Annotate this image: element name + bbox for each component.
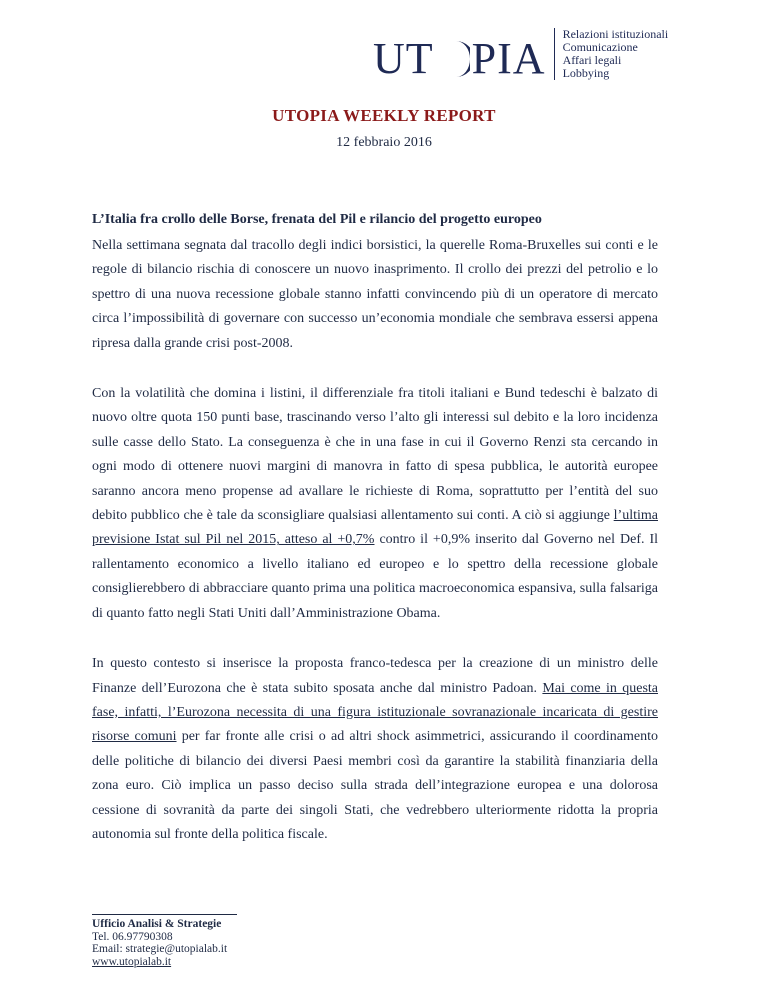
- report-date: 12 febbraio 2016: [336, 135, 432, 150]
- tagline: Affari legali: [562, 53, 622, 67]
- eurozone-minister-link[interactable]: Mai come in questa fase, infatti, l’Eurozona necessita di una figura istituzionale sovranazionale incaricata di gestire risorse comuni: [92, 680, 658, 745]
- footer-phone: Tel. 06.97790308: [92, 930, 173, 943]
- paragraph-1: Nella settimana segnata dal tracollo degli indici borsistici, la querelle Roma-Bruxelles sui conti e le regole di bilancio rischia di conoscere un nuovo inasprimento. Il crollo dei prezzi del petrolio e lo spettro di una nuova recessione globale stanno infatti convincendo più di un operatore di mercato circa l’impossibilità di governare con successo un’economia mondiale che sembrava essersi appena ripresa dalla grande crisi post-2008.: [92, 238, 658, 351]
- paragraph-2-text: contro il +0,9% inserito dal Governo nel Def. Il rallentamento economico a livello italiano ed europeo e lo spettro della recessione globale consiglierebbero di abbracciare quanto prima una politica macroeconomica espansiva, sulla falsariga di quanto fatto negli Stati Uniti dall’Amministrazione Obama.: [92, 532, 659, 621]
- utopia-logo: [373, 28, 668, 84]
- istat-forecast-link[interactable]: l’ultima previsione Istat sul Pil nel 2015, atteso al +0,7%: [92, 508, 658, 548]
- paragraph-2: [92, 382, 658, 626]
- footer-office: Ufficio Analisi & Strategie: [92, 918, 222, 930]
- footer-rule: [92, 914, 237, 915]
- logo-text-right: PIA: [471, 34, 546, 83]
- tagline: Relazioni istituzionali: [562, 27, 669, 41]
- paragraph-2-text: Con la volatilità che domina i listini, il differenziale fra titoli italiani e Bund tedeschi è balzato di nuovo oltre quota 150 punti base, trascinando verso l’alto gli interessi sul debito e la loro incidenza sulle casse dello Stato. La conseguenza è che in una fase in cui il Governo Renzi sta cercando in ogni modo di ottenere nuovi margini di manovra in fatto di spesa pubblica, le autorità europee saranno ancora meno propense ad avallare le richieste di Roma, soprattutto per l’entità del suo debito pubblico che è tale da sconsigliare qualsiasi allentamento sui conti. A ciò si aggiunge: [92, 386, 658, 524]
- logo-text-left: UT: [373, 34, 434, 83]
- footer-contacts: [92, 914, 292, 968]
- paragraph-3-text: In questo contesto si inserisce la proposta franco-tedesca per la creazione di un ministro delle Finanze dell’Eurozona che è stata subito sposata anche dal ministro Padoan.: [92, 656, 658, 696]
- logo-divider: [554, 28, 555, 80]
- paragraph-3-text: per far fronte alle crisi o ad altri shock asimmetrici, assicurando il coordinamento delle politiche di bilancio dei diversi Paesi membri così da garantire la stabilità finanziaria della zona euro. Ciò implica un passo deciso sulla strada dell’integrazione europea e una dolorosa cessione di sovranità da parte dei singoli Stati, che vedrebbero ulteriormente ridotta la propria autonomia sul fronte della politica fiscale.: [92, 729, 658, 842]
- paragraph-gap: [92, 626, 658, 652]
- crescent-moon-icon: [436, 37, 470, 81]
- article-body: [92, 210, 658, 847]
- logo-wordmark: [373, 34, 546, 84]
- article-title: L’Italia fra crollo delle Borse, frenata del Pil e rilancio del progetto europeo: [92, 212, 542, 227]
- footer-email[interactable]: Email: strategie@utopialab.it: [92, 943, 228, 955]
- logo-taglines: [563, 28, 669, 80]
- footer-website-link[interactable]: www.utopialab.it: [92, 955, 172, 968]
- tagline: Comunicazione: [562, 40, 638, 54]
- report-title: UTOPIA WEEKLY REPORT: [272, 106, 496, 125]
- tagline: Lobbying: [562, 66, 610, 80]
- paragraph-gap: [92, 356, 658, 382]
- paragraph-3: [92, 652, 658, 847]
